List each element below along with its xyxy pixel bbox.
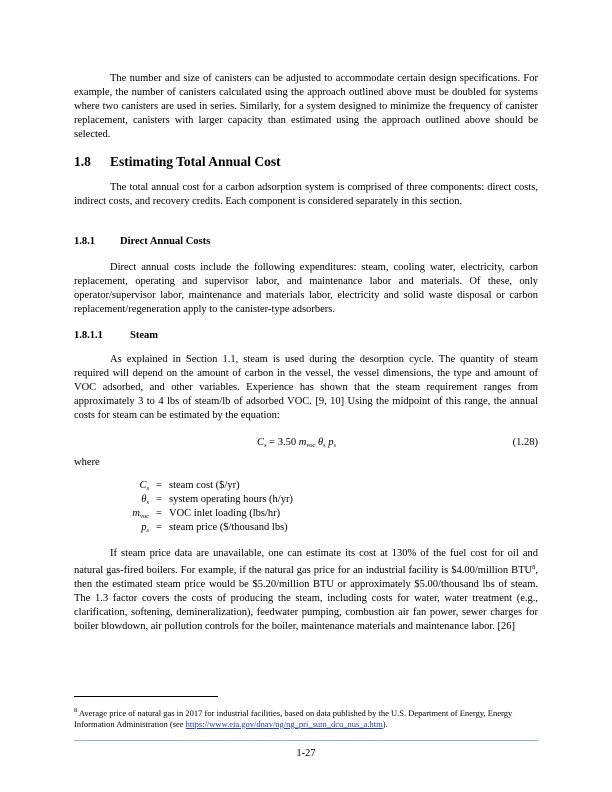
- equation-body: $C_s = 3.50$ $m_{voc}$ $\theta_s$ $p_s$: [257, 437, 337, 449]
- section-paragraph: The total annual cost for a carbon adsorption system is comprised of three components: direct costs, indirect costs, and recovery credits. Each component is considered separately in this section.: [74, 182, 538, 207]
- definition-symbol: $\theta_s$: [141, 494, 149, 506]
- footnote-marker: 8: [74, 707, 78, 714]
- definition-text: steam cost ($/yr): [169, 480, 240, 491]
- subsection-title: Direct Annual Costs: [120, 236, 211, 247]
- subsection-paragraph: Direct annual costs include the following expenditures: steam, cooling water, electricity, carbon replacement, operating and supervisor labor, and maintenance labor and materials. Of these, only operator/supervisor labor, maintenance and materials labor, electricity and solid waste disposal or carbon replacement/regeneration apply to the canister-type adsorbers.: [74, 262, 538, 315]
- section-title: Estimating Total Annual Cost: [110, 154, 281, 169]
- footnote-reference[interactable]: 8: [532, 564, 536, 571]
- subsection-number: 1.8.1: [74, 236, 95, 247]
- footnote-divider: [74, 696, 218, 697]
- definition-row: $p_s$ = steam price ($/thousand lbs): [100, 521, 293, 535]
- equation-number: (1.28): [512, 437, 538, 448]
- footnote: $^8$ Average price of natural gas in 2017 for industrial facilities, based on data published by the U.S. Department of Energy, Energy Information Administration (see https://www.eia.gov/dnav/ng/ng_pri_sum_dcu_nus_a.htm).: [74, 707, 513, 729]
- definition-row: $\theta_s$ = system operating hours (h/yr): [100, 493, 293, 507]
- page-number: 1-27: [296, 748, 316, 759]
- definition-row: $m_{voc}$ = VOC inlet loading (lbs/hr): [100, 507, 293, 521]
- definition-row: $C_s$ = steam cost ($/yr): [100, 479, 293, 493]
- closing-paragraph: If steam price data are unavailable, one can estimate its cost at 130% of the fuel cost for oil and natural gas-fired boilers. For example, if the natural gas price for an industrial facility is $4.00/million BTU$^8$, then the estimated steam price would be $5.20/million BTU or approximately $5.00/thousand lbs of steam. The 1.3 factor covers the costs of producing the steam, including costs for water, water treatment (e.g., clarification, softening, demineralization), feedwater pumping, combustion air fan power, sewer charges for boiler blowdown, air pollution controls for the boiler, maintenance materials and maintenance labor. [26]: [74, 548, 538, 632]
- definition-text: system operating hours (h/yr): [169, 494, 293, 505]
- intro-paragraph: The number and size of canisters can be adjusted to accommodate certain design specifications. For example, the number of canisters calculated using the approach outlined above must be doubled for systems where two canisters are used in series. Similarly, for a system designed to minimize the frequency of canister replacement, canisters with larger capacity than estimated using the approach outlined above should be selected.: [74, 73, 538, 140]
- steam-cost-equation: [74, 437, 538, 451]
- steam-paragraph: As explained in Section 1.1, steam is used during the desorption cycle. The quantity of steam required will depend on the amount of carbon in the vessel, the vessel dimensions, the type and amount of VOC adsorbed, and other variables. Experience has shown that the steam requirement ranges from approximately 3 to 4 lbs of steam/lb of adsorbed VOC. [9, 10] Using the midpoint of this range, the annual costs for steam can be estimated by the equation:: [74, 354, 538, 421]
- definition-text: VOC inlet loading (lbs/hr): [169, 508, 281, 519]
- subsubsection-number: 1.8.1.1: [74, 330, 103, 341]
- footnote-link[interactable]: https://www.eia.gov/dnav/ng/ng_pri_sum_dcu_nus_a.htm: [185, 719, 383, 729]
- definition-symbol: $p_s$: [141, 522, 149, 534]
- footer-divider: [74, 740, 538, 741]
- definition-symbol: $m_{voc}$: [132, 508, 149, 520]
- definition-symbol: $C_s$: [139, 480, 149, 492]
- section-heading: [74, 154, 281, 170]
- where-label: where: [74, 457, 100, 468]
- definition-text: steam price ($/thousand lbs): [169, 522, 288, 533]
- variable-definitions: [100, 479, 293, 535]
- section-number: 1.8: [74, 154, 91, 169]
- subsubsection-heading: [74, 330, 158, 341]
- subsubsection-title: Steam: [130, 330, 158, 341]
- subsection-heading: [74, 236, 210, 247]
